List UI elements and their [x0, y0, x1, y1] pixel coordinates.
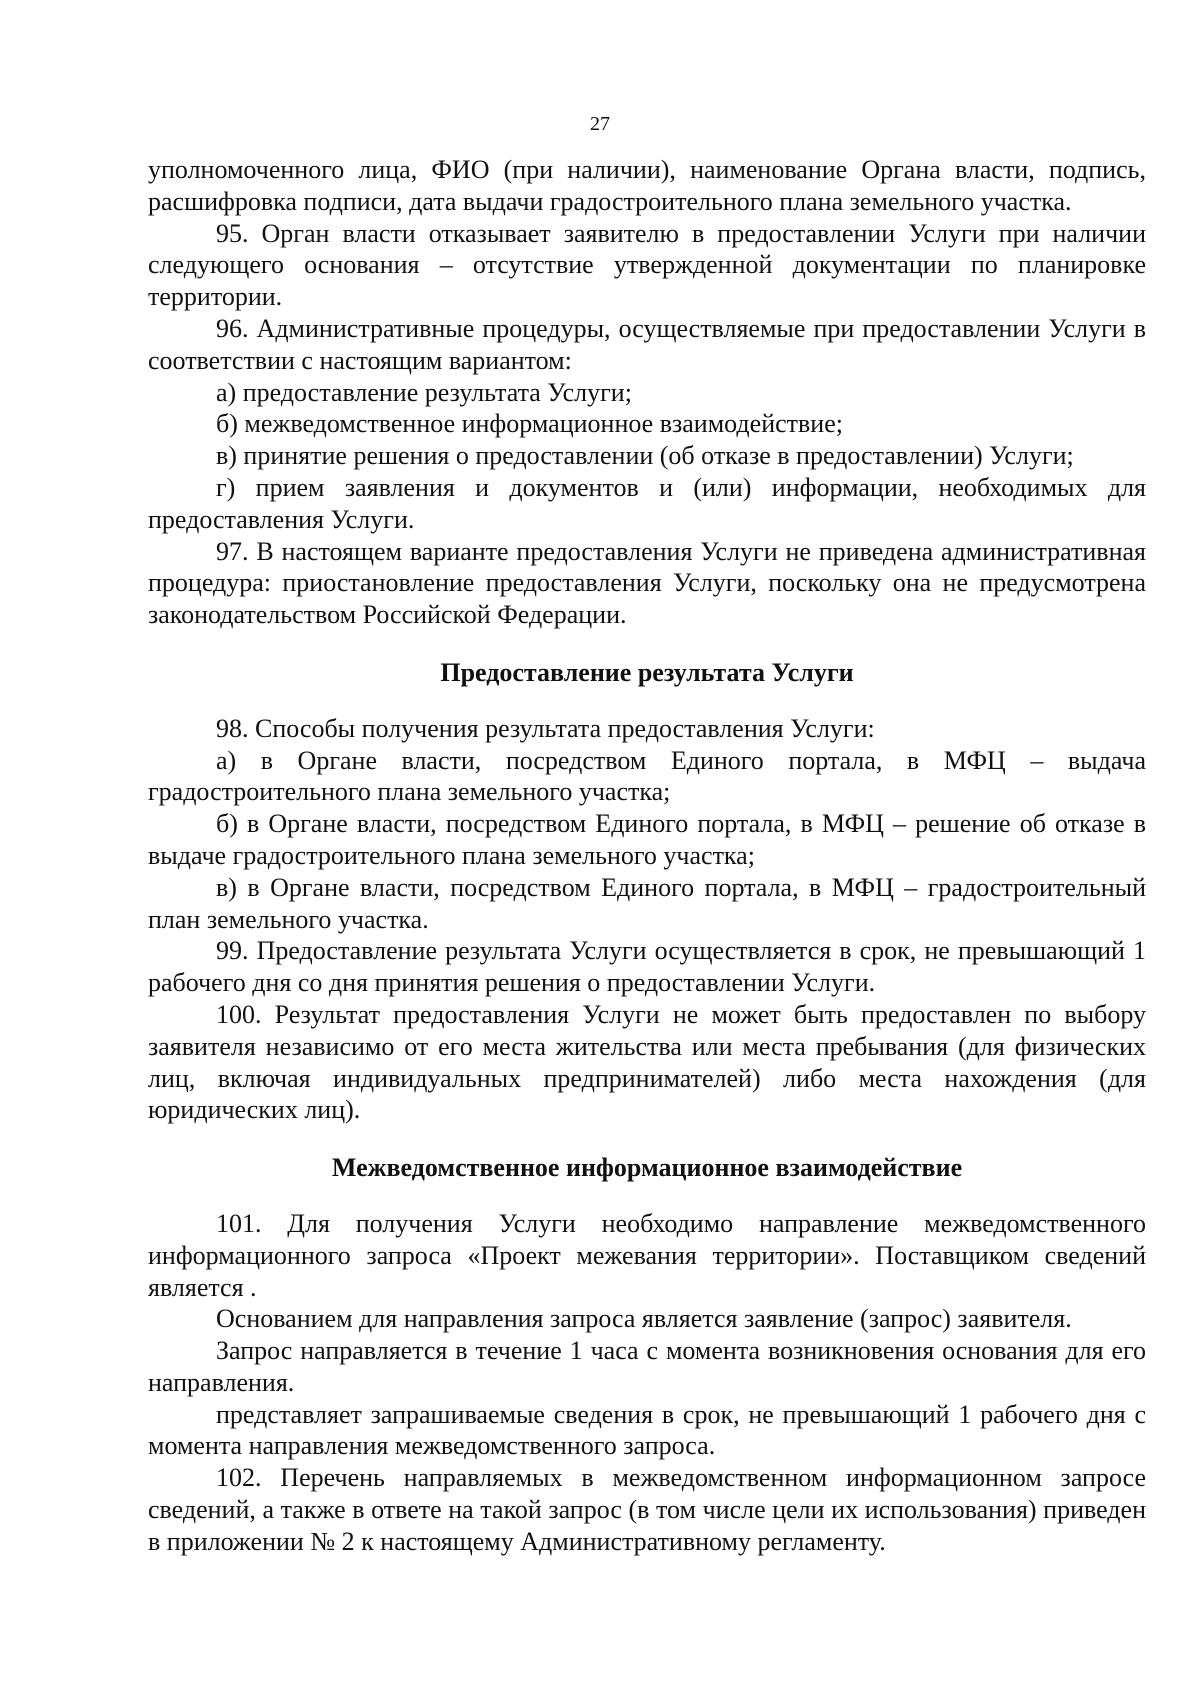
paragraph-95: 95. Орган власти отказывает заявителю в предоставлении Услуги при наличии следующего основания – отсутствие утвержденной документации по планировке территории.: [148, 218, 1146, 312]
paragraph-101-basis: Основанием для направления запроса является заявление (запрос) заявителя.: [216, 1304, 1072, 1334]
list-item-96g: г) прием заявления и документов и (или) информации, необходимых для предоставления Услуги.: [148, 472, 1146, 534]
list-item-98a: а) в Органе власти, посредством Единого портала, в МФЦ – выдача градостроительного плана земельного участка;: [148, 745, 1146, 807]
list-item-98v: в) в Органе власти, посредством Единого портала, в МФЦ – градостроительный план земельного участка.: [148, 872, 1146, 934]
document-body: [148, 154, 1146, 1558]
paragraph-continuation: уполномоченного лица, ФИО (при наличии), наименование Органа власти, подпись, расшифровка подписи, дата выдачи градостроительного плана земельного участка.: [148, 155, 1146, 216]
paragraph-98: 98. Способы получения результата предоставления Услуги:: [216, 713, 875, 743]
section-heading-result: Предоставление результата Услуги: [440, 657, 854, 687]
paragraph-97: 97. В настоящем варианте предоставления Услуги не приведена административная процедура: приостановление предоставления Услуги, поскольку она не предусмотрена законодательством Российской Федерации.: [148, 536, 1146, 630]
paragraph-101-timing: Запрос направляется в течение 1 часа с момента возникновения основания для его направления.: [148, 1336, 1146, 1397]
section-heading-interagency: Межведомственное информационное взаимодействие: [331, 1153, 963, 1183]
page-number: 27: [590, 113, 610, 135]
list-item-96v: в) принятие решения о предоставлении (об отказе в предоставлении) Услуги;: [216, 441, 1074, 471]
paragraph-102: 102. Перечень направляемых в межведомственном информационном запросе сведений, а также в ответе на такой запрос (в том числе цели их использования) приведен в приложении № 2 к настоящему Административному регламенту.: [148, 1463, 1146, 1556]
paragraph-101-response: представляет запрашиваемые сведения в срок, не превышающий 1 рабочего дня с момента направления межведомственного запроса.: [148, 1399, 1146, 1461]
paragraph-96: 96. Административные процедуры, осуществляемые при предоставлении Услуги в соответствии с настоящим вариантом:: [148, 313, 1146, 375]
list-item-96b: б) межведомственное информационное взаимодействие;: [216, 409, 843, 439]
paragraph-99: 99. Предоставление результата Услуги осуществляется в срок, не превышающий 1 рабочего дня со дня принятия решения о предоставлении Услуги.: [148, 936, 1146, 998]
paragraph-101: 101. Для получения Услуги необходимо направление межведомственного информационного запроса «Проект межевания территории». Поставщиком сведений является .: [148, 1208, 1146, 1302]
list-item-96a: а) предоставление результата Услуги;: [216, 377, 632, 407]
paragraph-100: 100. Результат предоставления Услуги не может быть предоставлен по выбору заявителя независимо от его места жительства или места пребывания (для физических лиц, включая индивидуальных предпринимателей) либо места нахождения (для юридических лиц).: [148, 999, 1146, 1125]
list-item-98b: б) в Органе власти, посредством Единого портала, в МФЦ – решение об отказе в выдаче градостроительного плана земельного участка;: [148, 809, 1146, 870]
